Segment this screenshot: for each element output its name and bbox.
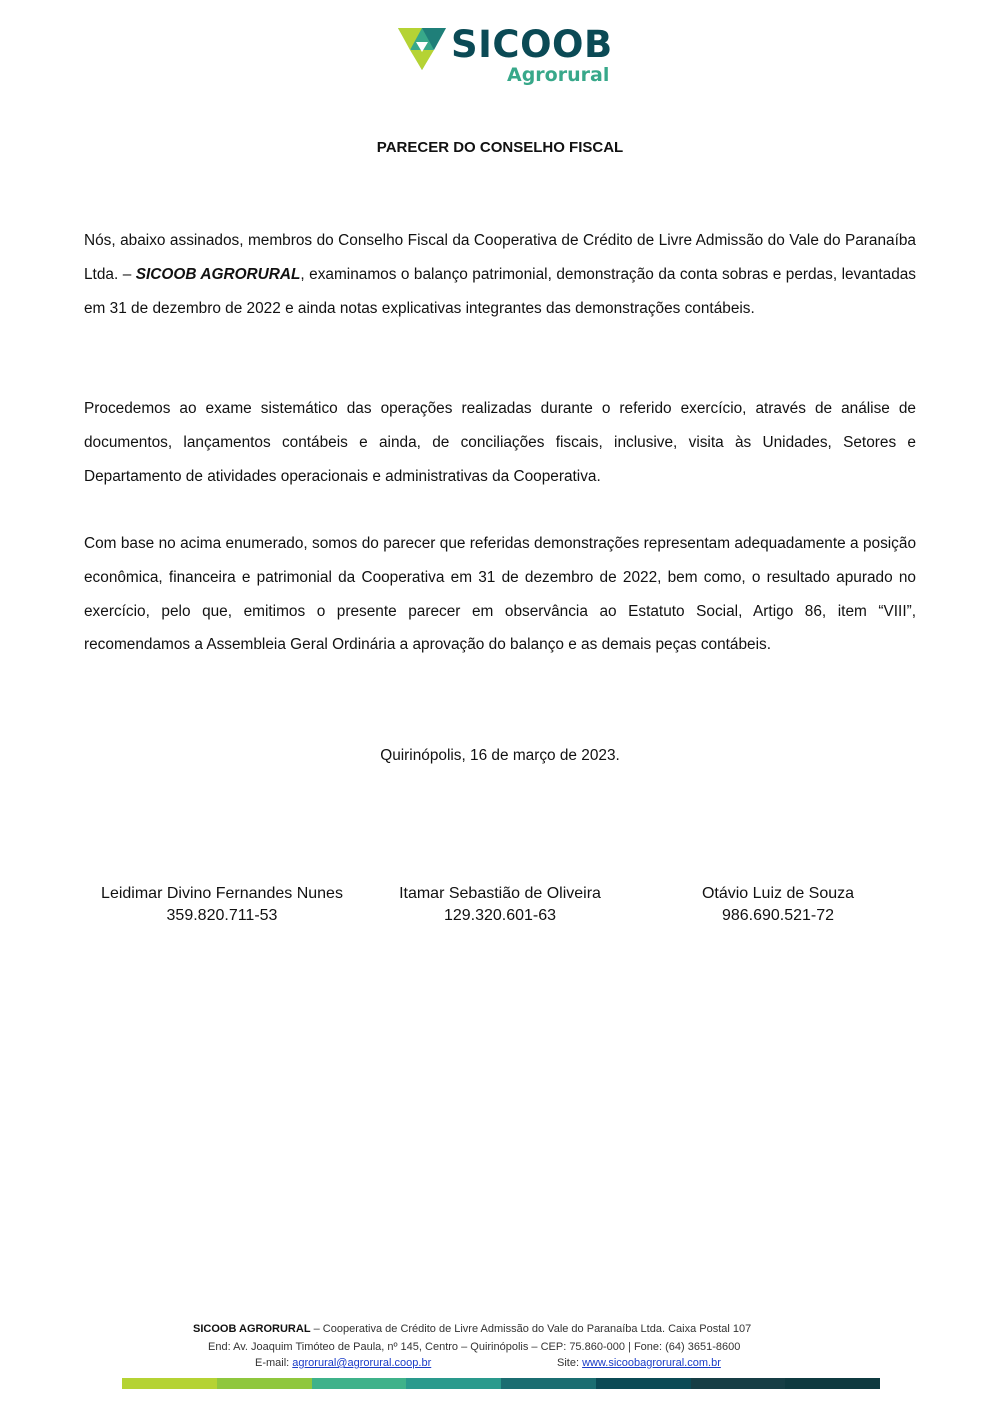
signer-3: [628, 883, 928, 927]
stripe-segment: [596, 1378, 691, 1389]
footer-email-line: [255, 1357, 431, 1369]
stripe-segment: [691, 1378, 786, 1389]
stripe-segment: [312, 1378, 407, 1389]
paragraph-2: Procedemos ao exame sistemático das operações realizadas durante o referido exercício, através de análise de documentos, lançamentos contábeis e ainda, de conciliações fiscais, inclusive, visita às Unidades, Setores e Departamento de atividades operacionais e administrativas da Cooperativa.: [84, 400, 916, 485]
sicoob-logo-mark-icon: [396, 24, 448, 72]
footer-color-stripe: [122, 1378, 880, 1389]
stripe-segment: [122, 1378, 217, 1389]
footer-site-line: [557, 1357, 721, 1369]
signer-cpf: 359.820.711-53: [166, 907, 278, 924]
footer-email-link[interactable]: agrorural@agrorural.coop.br: [292, 1357, 432, 1369]
stripe-segment: [501, 1378, 596, 1389]
signer-cpf: 129.320.601-63: [443, 907, 557, 924]
signer-name: Itamar Sebastião de Oliveira: [399, 885, 601, 902]
paragraph-1: [84, 224, 916, 325]
place-date: Quirinópolis, 16 de março de 2023.: [380, 747, 620, 764]
logo-wordmark: SICOOB: [451, 23, 613, 66]
footer-line-1: [193, 1323, 751, 1335]
paragraph-3: Com base no acima enumerado, somos do parecer que referidas demonstrações representam adequadamente a posição econômica, financeira e patrimonial da Cooperativa em 31 de dezembro de 2022, bem como, o resultado apurado no exercício, pelo que, emitimos o presente parecer em observância ao Estatuto Social, Artigo 86, item “VIII”, recomendamos a Assembleia Geral Ordinária a aprovação do balanço e as demais peças contábeis.: [84, 535, 916, 654]
stripe-segment: [406, 1378, 501, 1389]
footer-site-link[interactable]: www.sicoobagrorural.com.br: [582, 1357, 721, 1369]
paragraph-1-intro: Nós, abaixo assinados, membros do Conselho Fiscal da Cooperativa de Crédito de Livre Admissão do Vale do Paranaíba Ltda. –: [84, 232, 916, 283]
signer-name: Leidimar Divino Fernandes Nunes: [101, 885, 343, 902]
footer-site-label: Site:: [557, 1357, 583, 1369]
logo-subtitle: Agrorural: [507, 64, 610, 86]
document-title: PARECER DO CONSELHO FISCAL: [376, 139, 624, 156]
footer-org-details: – Cooperativa de Crédito de Livre Admissão do Vale do Paranaíba Ltda. Caixa Postal 107: [310, 1323, 752, 1335]
signer-1: [72, 883, 372, 927]
stripe-segment: [785, 1378, 880, 1389]
signer-cpf: 986.690.521-72: [721, 907, 835, 924]
signer-2: [350, 883, 650, 927]
org-name-emphasis: SICOOB AGRORURAL: [135, 265, 301, 283]
signer-name: Otávio Luiz de Souza: [701, 885, 855, 902]
footer-email-label: E-mail:: [255, 1357, 293, 1369]
footer-line-2: End: Av. Joaquim Timóteo de Paula, nº 145, Centro – Quirinópolis – CEP: 75.860-000 | Fone: (64) 3651-8600: [208, 1341, 741, 1353]
sicoob-logo: [396, 23, 613, 90]
paragraph-1-rest: , examinamos o balanço patrimonial, demonstração da conta sobras e perdas, levantadas em 31 de dezembro de 2022 e ainda notas explicativas integrantes das demonstrações contábeis.: [84, 265, 917, 317]
stripe-segment: [217, 1378, 312, 1389]
footer-org: SICOOB AGRORURAL: [193, 1323, 311, 1335]
